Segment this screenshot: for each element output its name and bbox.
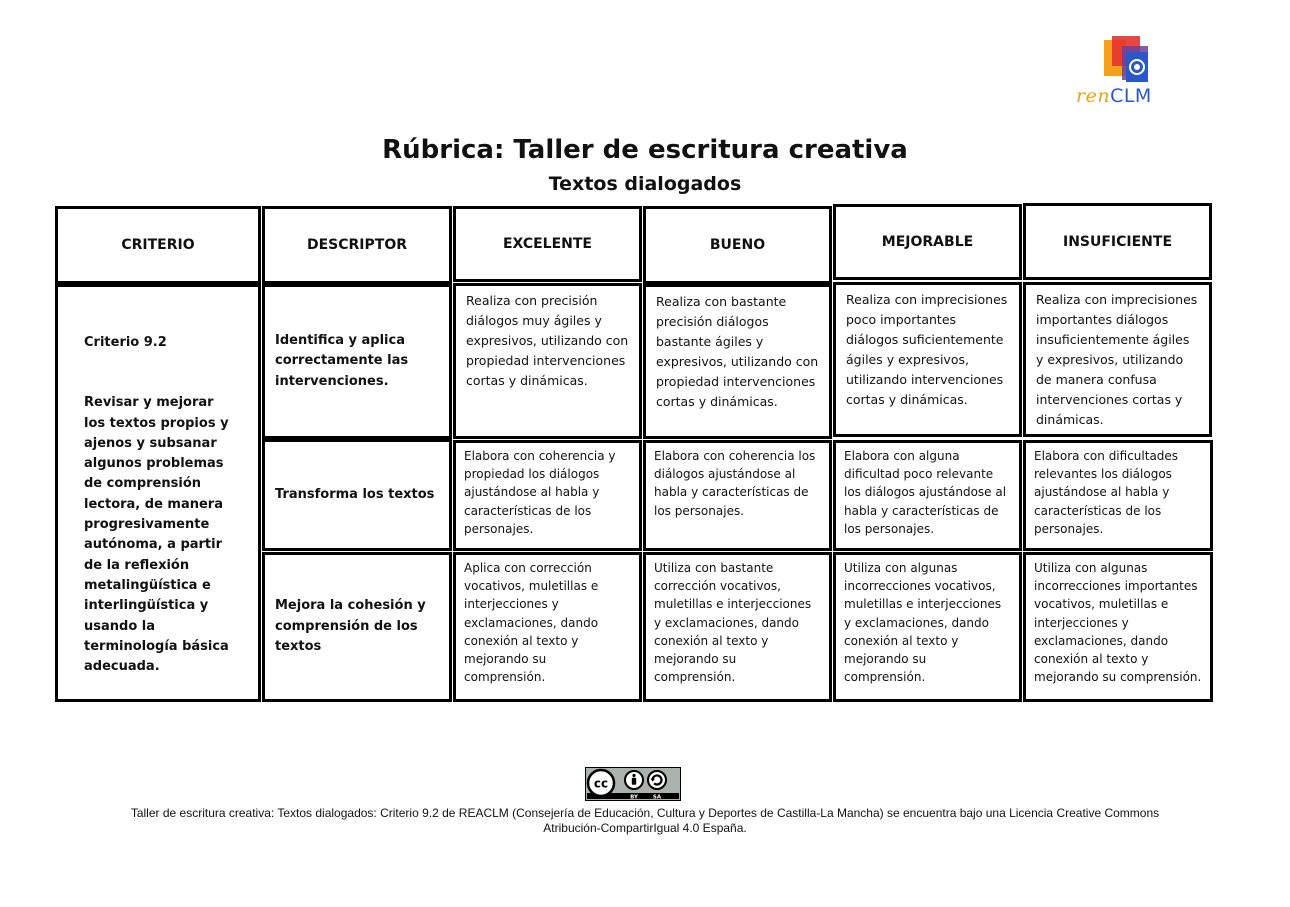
header-insuficiente: INSUFICIENTE [1023,203,1212,280]
page-subtitle: Textos dialogados [548,173,742,195]
header-bueno: BUENO [643,206,832,284]
bueno-row-3: Utiliza con bastante corrección vocativos, muletillas e interjecciones y exclamaciones, dando conexión al texto y mejorando su comprensión. [643,552,832,702]
mejorable-row-2: Elabora con alguna dificultad poco relevante los diálogos ajustándose al habla y características de los personajes. [833,440,1022,551]
criterion-text: Revisar y mejorar los textos propios y ajenos y subsanar algunos problemas de comprensión lectora, de manera progresivamente autónoma, a partir de la reflexión metalingüística e interlingüística y usando la terminología básica adecuada. [84,395,229,675]
reaclm-logo-icon [1102,36,1150,86]
excelente-row-3: Aplica con corrección vocativos, muletillas e interjecciones y exclamaciones, dando conexión al texto y mejorando su comprensión. [453,552,642,702]
license-footer [0,806,1290,836]
insuficiente-row-1: Realiza con imprecisiones importantes diálogos insuficientemente ágiles y expresivos, utilizando de manera confusa intervenciones cortas y dinámicas. [1023,282,1212,437]
insuficiente-row-3: Utiliza con algunas incorrecciones importantes vocativos, muletillas e interjecciones y exclamaciones, dando conexión al texto y mejorando su comprensión. [1023,552,1213,702]
descriptor-row-2: Transforma los textos [262,439,452,551]
footer-line-2: Atribución-CompartirIgual 4.0 España. [543,821,747,835]
by-label: BY [630,794,638,801]
sa-label: SA [652,794,662,801]
criterion-cell [55,284,261,702]
cc-by-sa-license-icon[interactable] [585,767,681,801]
header-descriptor: DESCRIPTOR [262,206,452,284]
bueno-row-2: Elabora con coherencia los diálogos ajustándose al habla y características de los personajes. [643,440,832,551]
page-title: Rúbrica: Taller de escritura creativa [382,135,908,165]
header-criterio: CRITERIO [55,206,261,284]
bueno-row-1: Realiza con bastante precisión diálogos bastante ágiles y expresivos, utilizando con propiedad intervenciones cortas y dinámicas. [643,284,832,439]
header-excelente: EXCELENTE [453,206,642,282]
excelente-row-1: Realiza con precisión diálogos muy ágiles y expresivos, utilizando con propiedad intervenciones cortas y dinámicas. [453,283,642,439]
criterion-label: Criterio 9.2 [84,335,167,350]
descriptor-row-1: Identifica y aplica correctamente las intervenciones. [262,284,452,439]
footer-line-1: Taller de escritura creativa: Textos dialogados: Criterio 9.2 de REACLM (Consejería de Educación, Cultura y Deportes de Castilla-La Mancha) se encuentra bajo una Licencia Creative Commons [130,806,1160,820]
reaclm-logo-text: renCLM [1076,85,1152,107]
excelente-row-2: Elabora con coherencia y propiedad los diálogos ajustándose al habla y características de los personajes. [453,440,642,551]
mejorable-row-3: Utiliza con algunas incorrecciones vocativos, muletillas e interjecciones y exclamaciones, dando conexión al texto y mejorando su comprensión. [833,552,1022,702]
insuficiente-row-2: Elabora con dificultades relevantes los diálogos ajustándose al habla y características de los personajes. [1023,440,1213,551]
descriptor-row-3: Mejora la cohesión y comprensión de los textos [262,552,452,702]
cc-label: cc [593,776,609,791]
mejorable-row-1: Realiza con imprecisiones poco importantes diálogos suficientemente ágiles y expresivos, utilizando intervenciones cortas y dinámicas. [833,282,1022,437]
header-mejorable: MEJORABLE [833,204,1022,280]
reaclm-logo [1074,36,1174,108]
